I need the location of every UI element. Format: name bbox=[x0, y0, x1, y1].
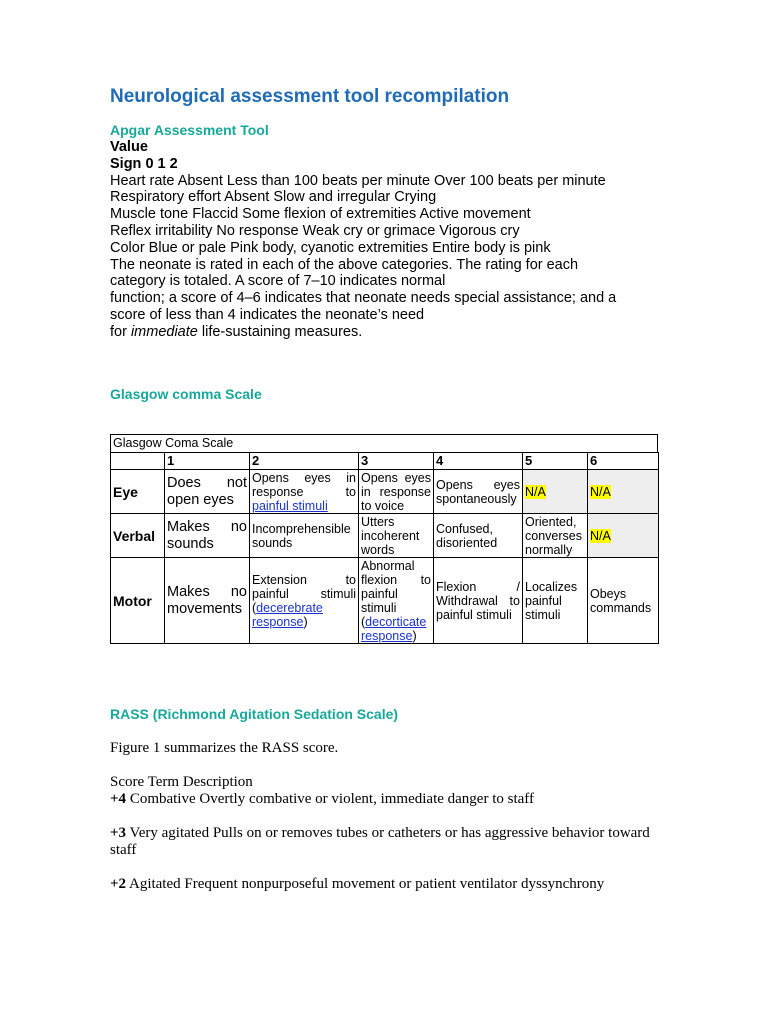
table-cell: Does not open eyes bbox=[165, 470, 250, 514]
apgar-paragraph-line: category is totaled. A score of 7–10 indicates normal bbox=[110, 273, 446, 290]
decorticate-response-link[interactable]: decorticate response bbox=[361, 614, 427, 643]
table-row bbox=[111, 558, 659, 644]
apgar-row: Muscle tone Flaccid Some flexion of extremities Active movement bbox=[110, 206, 531, 223]
column-header: 2 bbox=[250, 453, 359, 470]
painful-stimuli-link[interactable]: painful stimuli bbox=[252, 498, 328, 513]
column-header bbox=[111, 453, 165, 470]
page-title: Neurological assessment tool recompilation bbox=[110, 86, 510, 107]
apgar-sign-label: Sign 0 1 2 bbox=[110, 155, 178, 172]
table-cell bbox=[523, 470, 588, 514]
table-cell: Utters incoherent words bbox=[359, 514, 434, 558]
rass-item-text: Agitated Frequent nonpurposeful movement or patient ventilator dyssynchrony bbox=[126, 876, 605, 892]
rass-score: +2 bbox=[110, 876, 127, 892]
apgar-row: Color Blue or pale Pink body, cyanotic extremities Entire body is pink bbox=[110, 239, 551, 256]
rass-score: +3 bbox=[110, 825, 127, 841]
apgar-row: Heart rate Absent Less than 100 beats per minute Over 100 beats per minute bbox=[110, 172, 606, 189]
table-cell bbox=[250, 470, 359, 514]
table-cell: Confused, disoriented bbox=[434, 514, 523, 558]
table-row bbox=[111, 514, 659, 558]
apgar-last-suffix: life-sustaining measures. bbox=[197, 323, 363, 340]
table-cell: Localizes painful stimuli bbox=[523, 558, 588, 644]
apgar-paragraph-line: score of less than 4 indicates the neonate’s need bbox=[110, 306, 425, 323]
table-cell: Incomprehensible sounds bbox=[250, 514, 359, 558]
cell-text: Abnormal flexion to painful stimuli bbox=[361, 558, 431, 615]
apgar-row: Reflex irritability No response Weak cry or grimace Vigorous cry bbox=[110, 222, 520, 239]
column-header: 3 bbox=[359, 453, 434, 470]
apgar-section bbox=[110, 139, 670, 341]
rass-intro: Figure 1 summarizes the RASS score. bbox=[110, 740, 339, 756]
row-label-eye: Eye bbox=[111, 470, 165, 514]
table-cell: Abnormal flexion to painful stimuli (decorticate response) bbox=[359, 558, 434, 644]
apgar-last-italic: immediate bbox=[130, 323, 198, 340]
rass-section bbox=[110, 740, 670, 893]
glasgow-heading: Glasgow comma Scale bbox=[110, 386, 262, 402]
apgar-row: Respiratory effort Absent Slow and irregular Crying bbox=[110, 189, 437, 206]
table-cell: Opens eyes in response to voice bbox=[359, 470, 434, 514]
glasgow-table-wrapper bbox=[110, 434, 658, 644]
row-label-verbal: Verbal bbox=[111, 514, 165, 558]
table-cell bbox=[588, 514, 659, 558]
rass-header-row: Score Term Description bbox=[110, 774, 253, 790]
na-highlight: N/A bbox=[590, 484, 611, 499]
column-header: 4 bbox=[434, 453, 523, 470]
table-cell: Makes no sounds bbox=[165, 514, 250, 558]
table-cell: Oriented, converses normally bbox=[523, 514, 588, 558]
table-cell: Obeys commands bbox=[588, 558, 659, 644]
na-highlight: N/A bbox=[590, 528, 611, 543]
decerebrate-response-link[interactable]: decerebrate response bbox=[252, 600, 323, 629]
table-cell: Opens eyes spontaneously bbox=[434, 470, 523, 514]
row-label-motor: Motor bbox=[111, 558, 165, 644]
glasgow-table-caption: Glasgow Coma Scale bbox=[110, 434, 658, 452]
apgar-heading: Apgar Assessment Tool bbox=[110, 122, 269, 138]
apgar-last-prefix: for bbox=[110, 323, 131, 340]
column-header: 6 bbox=[588, 453, 659, 470]
table-row bbox=[111, 470, 659, 514]
rass-item bbox=[110, 876, 670, 893]
rass-heading: RASS (Richmond Agitation Sedation Scale) bbox=[110, 706, 399, 722]
table-cell: Flexion / Withdrawal to painful stimuli bbox=[434, 558, 523, 644]
cell-text: Opens eyes in response to bbox=[252, 470, 356, 499]
table-cell bbox=[588, 470, 659, 514]
apgar-paragraph-line: function; a score of 4–6 indicates that neonate needs special assistance; and a bbox=[110, 290, 617, 307]
rass-score: +4 bbox=[110, 791, 127, 807]
rass-item bbox=[110, 791, 670, 808]
glasgow-table bbox=[110, 452, 659, 644]
table-header-row bbox=[111, 453, 659, 470]
column-header: 1 bbox=[165, 453, 250, 470]
apgar-paragraph-line: The neonate is rated in each of the above categories. The rating for each bbox=[110, 256, 579, 273]
na-highlight: N/A bbox=[525, 484, 546, 499]
table-cell: Extension to painful stimuli (decerebrate response) bbox=[250, 558, 359, 644]
column-header: 5 bbox=[523, 453, 588, 470]
apgar-value-label: Value bbox=[110, 139, 148, 155]
rass-item-text: Very agitated Pulls on or removes tubes or catheters or has aggressive behavior toward staff bbox=[110, 825, 650, 858]
table-cell: Makes no movements bbox=[165, 558, 250, 644]
cell-text: Extension to painful stimuli bbox=[252, 572, 356, 601]
apgar-paragraph-line bbox=[110, 324, 670, 341]
rass-item-text: Combative Overtly combative or violent, immediate danger to staff bbox=[126, 791, 535, 807]
rass-item bbox=[110, 825, 670, 859]
